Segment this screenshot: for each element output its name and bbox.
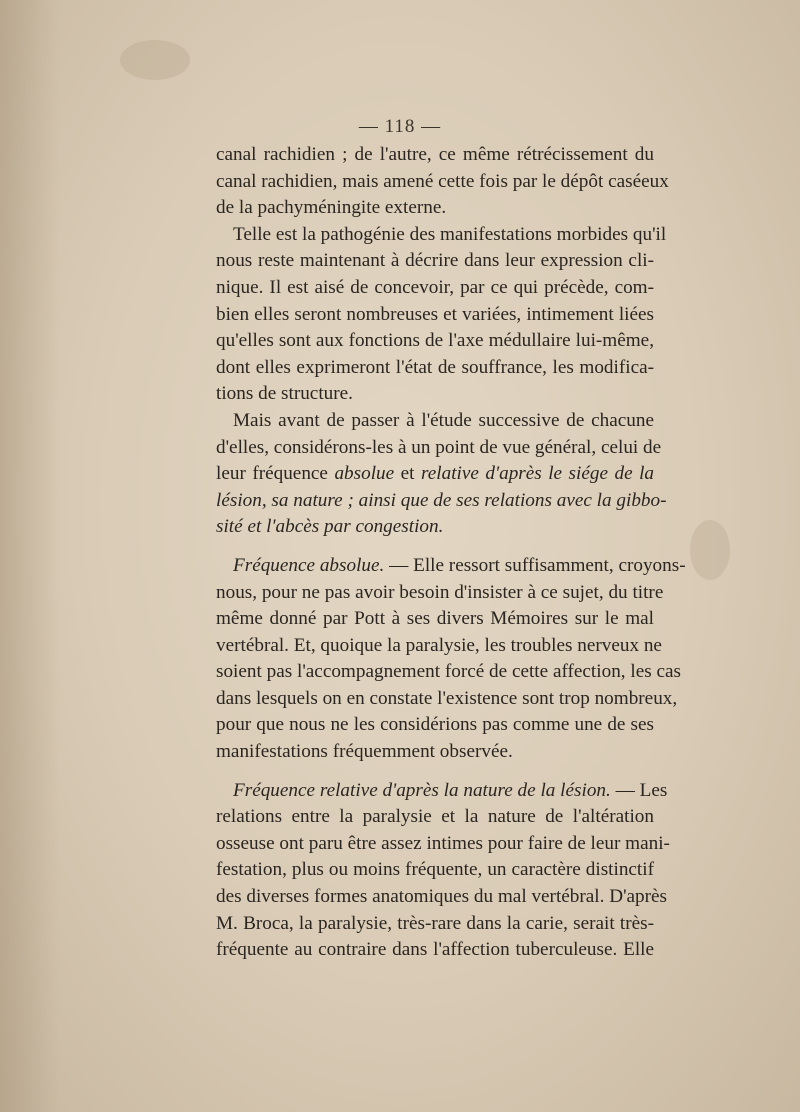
text-line: fréquente au contraire dans l'affection tuberculeuse. Elle (216, 939, 654, 961)
paragraph-5 (216, 778, 670, 964)
paragraph-2 (216, 222, 667, 408)
paragraph-1 (216, 142, 669, 222)
text-line: Mais avant de passer à l'étude successive de chacune (233, 409, 654, 431)
paper-stain (120, 40, 190, 80)
text-line: d'elles, considérons-les à un point de vue général, celui de (216, 436, 662, 458)
section-heading: Fréquence relative d'après la nature de la lésion. (233, 779, 611, 801)
text-line: pour que nous ne les considérions pas comme une de ses (216, 714, 654, 736)
paragraph-gap (216, 541, 654, 553)
italic-term: absolue (334, 463, 395, 485)
text-run: — Elle ressort suffisamment, croyons- (389, 554, 686, 576)
text-line: manifestations fréquemment observée. (216, 741, 513, 763)
text-line (216, 514, 654, 541)
text-line-mixed (216, 778, 668, 805)
text-line: même donné par Pott à ses divers Mémoires sur le mal (216, 608, 654, 630)
page-number: — 118 — (358, 116, 442, 137)
section-heading: Fréquence absolue. (233, 554, 385, 576)
text-line: dont elles exprimeront l'état de souffrance, les modifica- (216, 356, 654, 378)
text-line: soient pas l'accompagnement forcé de cette affection, les cas (216, 661, 681, 683)
text-line: festation, plus ou moins fréquente, un caractère distinctif (216, 859, 654, 881)
body-text (216, 142, 686, 964)
paragraph-gap (216, 766, 654, 778)
italic-line: sité et l'abcès par congestion. (216, 516, 444, 538)
paragraph-4 (216, 553, 686, 766)
text-line: tions de structure. (216, 383, 353, 405)
text-line: canal rachidien, mais amené cette fois par le dépôt caséeux (216, 170, 669, 192)
text-line: dans lesquels on en constate l'existence sont trop nombreux, (216, 687, 678, 709)
italic-term: relative d'après le siége de la (421, 463, 655, 485)
text-line: nique. Il est aisé de concevoir, par ce qui précède, com- (216, 276, 654, 298)
text-line-mixed (216, 553, 686, 580)
text-line: qu'elles sont aux fonctions de l'axe médullaire lui-même, (216, 330, 654, 352)
text-line: des diverses formes anatomiques du mal vertébral. D'après (216, 886, 668, 908)
paragraph-3 (216, 408, 667, 541)
text-line (216, 488, 667, 515)
text-run: — Les (615, 779, 668, 801)
text-line-mixed (216, 461, 654, 488)
text-line: Telle est la pathogénie des manifestations morbides qu'il (233, 223, 667, 245)
text-line: vertébral. Et, quoique la paralysie, les troubles nerveux ne (216, 634, 662, 656)
text-line: nous, pour ne pas avoir besoin d'insister à ce sujet, du titre (216, 581, 664, 603)
text-line: de la pachyméningite externe. (216, 197, 447, 219)
text-line: M. Broca, la paralysie, très-rare dans la carie, serait très- (216, 912, 654, 934)
text-run: et (400, 463, 415, 485)
text-line: osseuse ont paru être assez intimes pour faire de leur mani- (216, 832, 670, 854)
text-line: bien elles seront nombreuses et variées, intimement liées (216, 303, 654, 325)
text-line: nous reste maintenant à décrire dans leur expression cli- (216, 250, 654, 272)
italic-line: lésion, sa nature ; ainsi que de ses relations avec la gibbo- (216, 489, 667, 511)
text-line: canal rachidien ; de l'autre, ce même rétrécissement du (216, 144, 654, 165)
text-line: relations entre la paralysie et la nature de l'altération (216, 806, 654, 828)
text-run: leur fréquence (216, 463, 328, 485)
paper-stain (690, 520, 730, 580)
